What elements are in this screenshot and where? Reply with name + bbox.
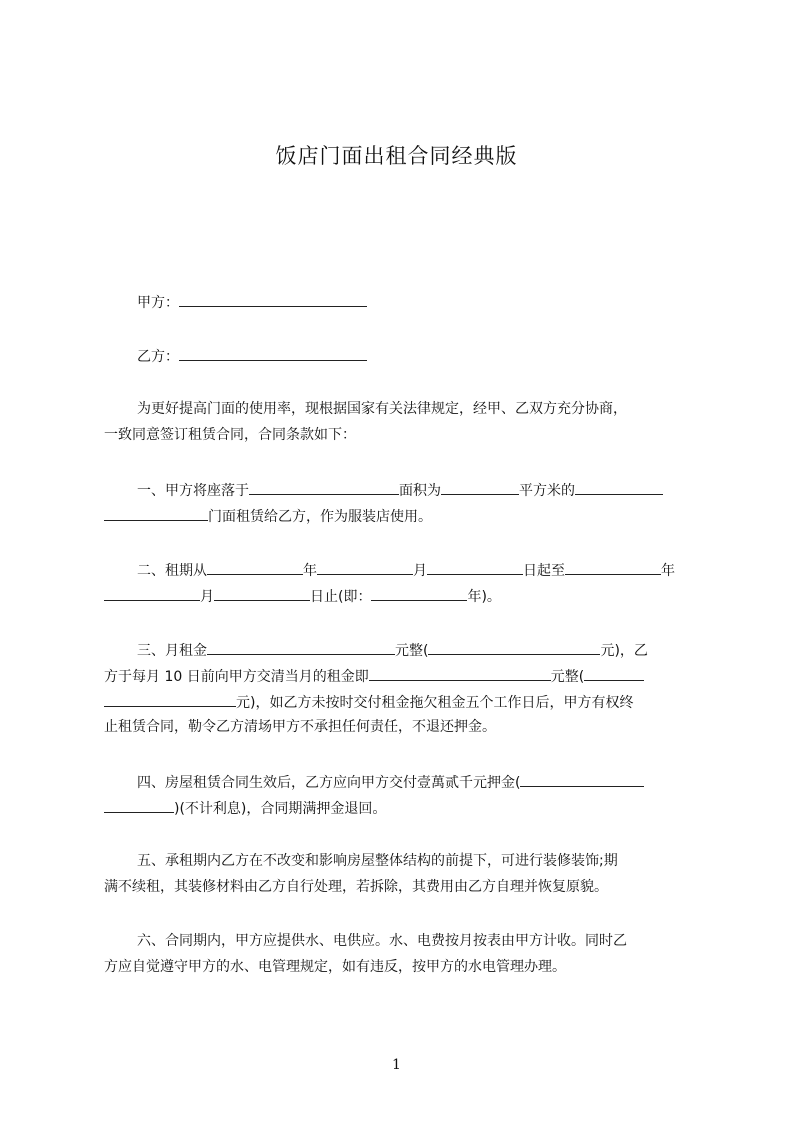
clause-5-line-2: 满不续租，其装修材料由乙方自行处理，若拆除，其费用由乙方自理并恢复原貌。 <box>104 879 608 895</box>
clause-4-deposit-blank-cont <box>104 798 174 813</box>
clause-2-text-c: 月 <box>413 563 427 579</box>
clause-2-start-year-blank <box>207 560 303 575</box>
party-a-line <box>137 292 367 312</box>
clause-5-line-1: 五、承租期内乙方在不改变和影响房屋整体结构的前提下，可进行装修装饰;期 <box>137 853 618 869</box>
clause-1-location-blank <box>249 480 399 495</box>
clause-2-line-1 <box>137 560 675 580</box>
clause-2-text-d: 日起至 <box>523 563 565 579</box>
clause-1-text-a: 一、甲方将座落于 <box>137 483 249 499</box>
clause-2-end-month-blank <box>104 586 200 601</box>
clause-3-monthly-rent-blank <box>369 666 551 681</box>
intro-line-2: 一致同意签订租赁合同，合同条款如下： <box>104 427 356 443</box>
clause-2-start-month-blank <box>317 560 413 575</box>
clause-4-text-b: )(不计利息)，合同期满押金退回。 <box>174 801 387 817</box>
clause-3-monthly-upper-blank <box>584 666 644 681</box>
clause-2-text-h: 年)。 <box>467 589 501 605</box>
page-number: 1 <box>392 1057 401 1073</box>
clause-1-type-blank <box>575 480 663 495</box>
clause-2-end-day-blank <box>214 586 310 601</box>
clause-2-text-f: 月 <box>200 589 214 605</box>
clause-4-line-1 <box>137 772 644 792</box>
clause-2-line-2 <box>104 586 501 606</box>
clause-6-line-1: 六、合同期内，甲方应提供水、电供应。水、电费按月按表由甲方计收。同时乙 <box>137 933 627 949</box>
clause-1-text-d: 门面租赁给乙方，作为服装店使用。 <box>208 509 432 525</box>
document-title: 饭店门面出租合同经典版 <box>275 144 518 168</box>
clause-2-end-year-blank <box>565 560 661 575</box>
clause-2-text-e: 年 <box>661 563 675 579</box>
party-b-label: 乙方： <box>137 349 179 365</box>
clause-1-type-blank-cont <box>104 506 208 521</box>
party-a-blank <box>179 292 367 307</box>
clause-4-deposit-blank <box>520 772 644 787</box>
clause-1-area-blank <box>441 480 519 495</box>
clause-6-line-2: 方应自觉遵守甲方的水、电管理规定，如有违反，按甲方的水电管理办理。 <box>104 959 566 975</box>
clause-3-text-b: 元整( <box>395 643 429 659</box>
clause-3-rent-upper-blank <box>428 640 600 655</box>
clause-2-duration-blank <box>371 586 467 601</box>
clause-3-monthly-upper-blank-cont <box>104 692 236 707</box>
clause-4-text-a: 四、房屋租赁合同生效后，乙方应向甲方交付壹萬贰千元押金( <box>137 775 521 791</box>
clause-3-text-e: 元整( <box>550 669 585 685</box>
clause-3-text-f: 元)，如乙方未按时交付租金拖欠租金五个工作日后，甲方有权终 <box>236 695 634 711</box>
clause-3-text-c: 元)，乙 <box>600 643 648 659</box>
party-b-blank <box>179 346 367 361</box>
clause-3-text-d: 方于每月 10 日前向甲方交清当月的租金即 <box>104 669 369 685</box>
clause-3-line-1 <box>137 640 648 660</box>
clause-3-line-2 <box>104 666 644 686</box>
clause-3-rent-blank <box>207 640 395 655</box>
clause-3-line-4: 止租赁合同，勒令乙方清场甲方不承担任何责任，不退还押金。 <box>104 719 496 735</box>
clause-2-start-day-blank <box>427 560 523 575</box>
clause-2-text-a: 二、租期从 <box>137 563 207 579</box>
clause-3-line-3 <box>104 692 633 712</box>
clause-1-text-b: 面积为 <box>399 483 441 499</box>
clause-2-text-g: 日止(即： <box>310 589 372 605</box>
clause-3-text-a: 三、月租金 <box>137 643 207 659</box>
clause-4-line-2 <box>104 798 386 818</box>
intro-line-1: 为更好提高门面的使用率，现根据国家有关法律规定，经甲、乙双方充分协商， <box>137 401 627 417</box>
clause-2-text-b: 年 <box>303 563 317 579</box>
clause-1-line-1 <box>137 480 663 500</box>
party-a-label: 甲方： <box>137 295 179 311</box>
party-b-line <box>137 346 367 366</box>
clause-1-line-2 <box>104 506 432 526</box>
clause-1-text-c: 平方米的 <box>519 483 575 499</box>
